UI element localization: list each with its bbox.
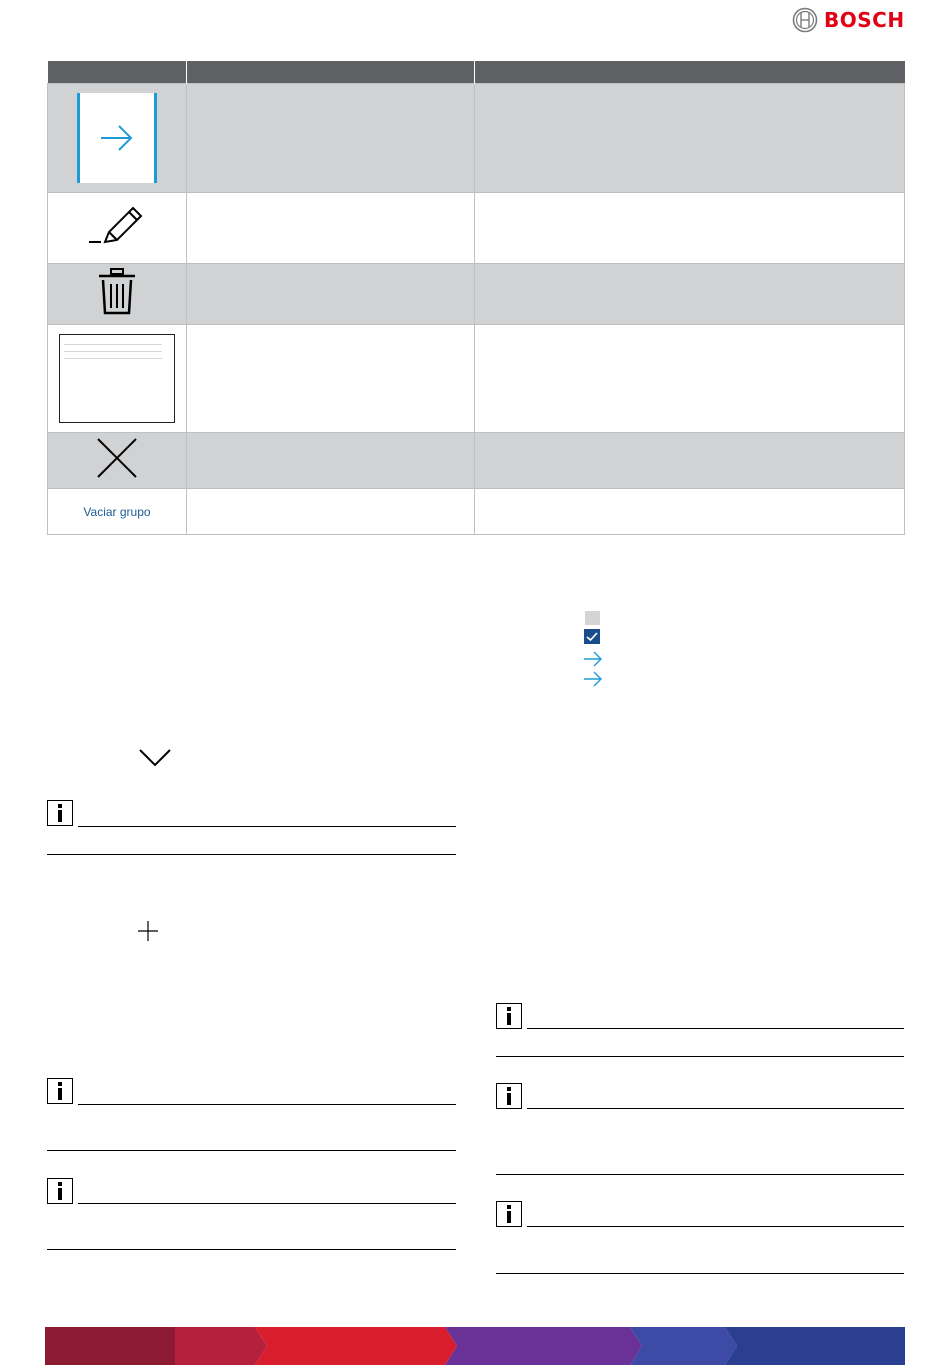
table-cell-icon <box>48 489 187 535</box>
table-row <box>48 489 905 535</box>
note-top-rule <box>78 1104 456 1105</box>
note-bottom-rule <box>496 1056 904 1057</box>
table-cell <box>187 433 475 489</box>
icon-reference-table <box>47 61 905 535</box>
table-header-cell <box>187 61 475 84</box>
note-top-rule <box>78 1203 456 1204</box>
note-bottom-rule <box>47 854 456 855</box>
table-header-cell <box>475 61 905 84</box>
checkbox-empty-icon <box>585 611 600 625</box>
table-cell-icon <box>48 264 187 325</box>
trash-icon <box>97 267 137 317</box>
table-row <box>48 325 905 433</box>
arrow-button-graphic <box>77 93 157 183</box>
note-top-rule <box>527 1028 904 1029</box>
table-row <box>48 433 905 489</box>
info-icon <box>47 800 73 826</box>
info-icon <box>47 1178 73 1204</box>
arrow-right-icon <box>583 651 603 667</box>
table-cell <box>187 264 475 325</box>
footer-color-band <box>45 1327 905 1365</box>
bosch-logo <box>792 7 905 33</box>
table-cell <box>187 193 475 264</box>
note-top-rule <box>527 1108 904 1109</box>
note-bottom-rule <box>47 1150 456 1151</box>
table-cell <box>187 325 475 433</box>
chevron-down-icon <box>138 748 172 768</box>
note-bottom-rule <box>47 1249 456 1250</box>
info-icon <box>496 1083 522 1109</box>
table-cell <box>187 84 475 193</box>
info-icon <box>496 1003 522 1029</box>
note-bottom-rule <box>496 1174 904 1175</box>
thumbnail-divider <box>64 351 162 352</box>
table-row <box>48 193 905 264</box>
table-cell-icon <box>48 325 187 433</box>
table-cell <box>187 489 475 535</box>
checkbox-checked-icon <box>584 629 600 644</box>
arrow-right-icon <box>99 124 135 152</box>
empty-group-link[interactable]: Vaciar grupo <box>83 504 151 519</box>
table-header-row <box>48 61 905 84</box>
table-cell-icon <box>48 193 187 264</box>
table-cell <box>475 193 905 264</box>
note-top-rule <box>527 1226 904 1227</box>
info-icon <box>496 1201 522 1227</box>
brand-name: BOSCH <box>824 8 905 32</box>
table-cell <box>475 433 905 489</box>
table-row <box>48 84 905 193</box>
thumbnail-divider <box>64 344 162 345</box>
thumbnail-divider <box>64 358 162 359</box>
table-cell <box>475 489 905 535</box>
table-row <box>48 264 905 325</box>
bosch-armature-icon <box>792 7 818 33</box>
info-icon <box>47 1078 73 1104</box>
note-bottom-rule <box>496 1273 904 1274</box>
table-cell <box>475 264 905 325</box>
note-top-rule <box>78 826 456 827</box>
table-cell-icon <box>48 84 187 193</box>
table-cell <box>475 325 905 433</box>
pencil-icon <box>87 204 147 248</box>
table-cell <box>475 84 905 193</box>
list-thumbnail <box>59 334 175 423</box>
plus-icon <box>138 921 158 941</box>
arrow-right-icon <box>583 671 603 687</box>
table-header-cell <box>48 61 187 84</box>
table-cell-icon <box>48 433 187 489</box>
close-icon <box>94 437 140 479</box>
